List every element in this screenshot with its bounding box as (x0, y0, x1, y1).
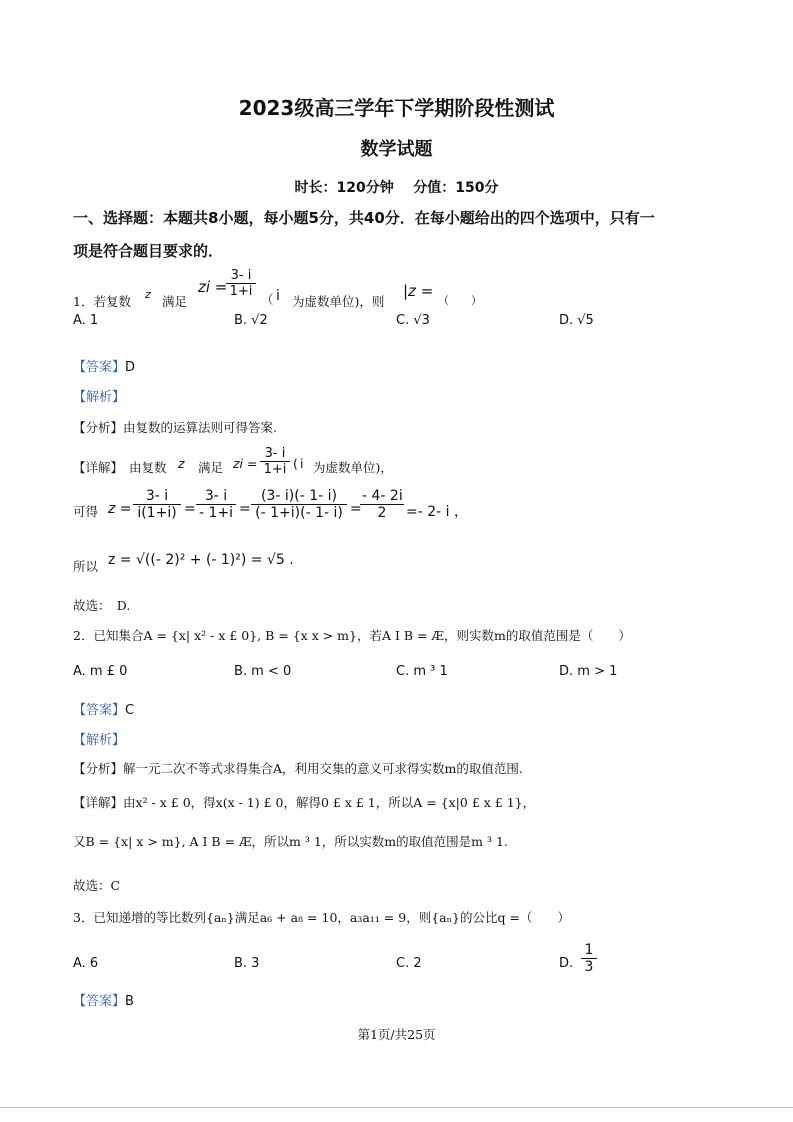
q2-option-a: A. m £ 0 (73, 664, 128, 679)
exam-meta: 时长：120分钟 分值：150分 (294, 180, 499, 196)
q1-mod-calc: z = √((- 2)² + (- 1)²) = √5 . (108, 552, 294, 568)
q2-you: 又B = {x| x > m}, A I B = Æ，所以m ³ 1，所以实数m的取值范围是m ³ 1. (73, 834, 508, 849)
q3-option-c: C. 2 (396, 956, 422, 971)
question-2-stem: 2．已知集合A = {x| x² - x £ 0}, B = {x x > m}，若A I B = Æ，则实数m的取值范围是（ ） (73, 628, 631, 643)
exam-subtitle: 数学试题 (360, 139, 433, 160)
q2-answer: 【答案】C (73, 703, 135, 718)
q2-option-b: B. m < 0 (234, 664, 292, 679)
page-bottom-divider (0, 1107, 793, 1108)
page-footer: 第1页/共25页 (357, 1027, 436, 1042)
q2-fenxi: 【分析】解一元二次不等式求得集合A，利用交集的意义可求得实数m的取值范围. (73, 761, 523, 776)
q1-option-a: A. 1 (73, 313, 99, 328)
q1-answer: 【答案】D (73, 360, 136, 375)
section-heading-line2: 项是符合题目要求的． (73, 242, 224, 260)
q1-fenxi: 【分析】由复数的运算法则可得答案. (73, 420, 277, 435)
q1-suoyi: 所以 (73, 559, 99, 574)
q3-answer: 【答案】B (73, 994, 134, 1009)
q2-guxuan: 故选：C (73, 878, 121, 893)
section-heading-line1: 一、选择题：本题共8小题，每小题5分，共40分．在每小题给出的四个选项中，只有一 (73, 209, 655, 227)
q1-option-d: D. √5 (559, 313, 594, 328)
q1-kede-label: 可得 (73, 504, 99, 519)
exam-title: 2023级高三学年下学期阶段性测试 (238, 96, 555, 120)
q3-option-a: A. 6 (73, 956, 99, 971)
q1-option-c: C. √3 (396, 313, 430, 328)
q2-option-c: C. m ³ 1 (396, 664, 448, 679)
q1-option-b: B. √2 (234, 313, 268, 328)
question-3-stem: 3．已知递增的等比数列{aₙ}满足a₆ + a₈ = 10，a₃a₁₁ = 9，则{aₙ}的公比q =（ ） (73, 910, 570, 925)
q2-option-d: D. m > 1 (559, 664, 618, 679)
q3-option-b: B. 3 (234, 956, 260, 971)
q2-xiangjie: 【详解】由x² - x £ 0，得x(x - 1) £ 0，解得0 £ x £ 1，所以A = {x|0 £ x £ 1}， (73, 795, 536, 810)
q2-analysis-label: 【解析】 (73, 733, 126, 748)
q1-analysis-label: 【解析】 (73, 390, 126, 405)
q1-guxuan: 故选： D. (73, 598, 131, 613)
